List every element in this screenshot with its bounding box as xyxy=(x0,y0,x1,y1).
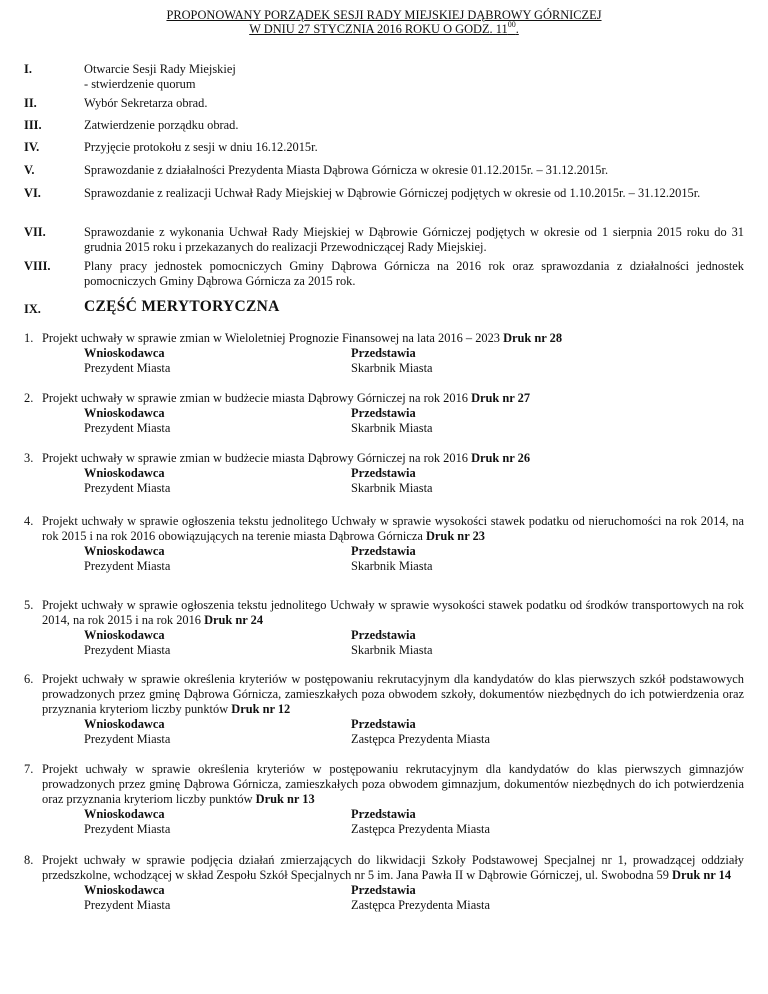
agenda-text: Wybór Sekretarza obrad. xyxy=(84,96,208,110)
agenda-text: Przyjęcie protokołu z sesji w dniu 16.12.2015r. xyxy=(84,140,318,154)
presenter-name: Zastępca Prezydenta Miasta xyxy=(351,732,490,746)
presenter-name: Skarbnik Miasta xyxy=(351,643,433,657)
applicant-name: Prezydent Miasta xyxy=(84,732,171,746)
applicant-name: Prezydent Miasta xyxy=(84,361,171,375)
wnioskodawca-label: Wnioskodawca xyxy=(84,883,165,897)
item-text: Projekt uchwały w sprawie zmian w budżecie miasta Dąbrowy Górniczej na rok 2016 xyxy=(42,451,472,465)
item-number: 6. xyxy=(24,672,34,686)
item-number: 4. xyxy=(24,514,34,528)
przedstawia-label: Przedstawia xyxy=(351,807,416,821)
agenda-text: Plany pracy jednostek pomocniczych Gminy Dąbrowa Górnicza na 2016 rok oraz sprawozdania z działalności jednostek pomocniczych Gminy Dąbrowa Górnicza za 2015 rok. xyxy=(84,259,744,288)
agenda-number: IV. xyxy=(24,140,40,154)
wnioskodawca-label: Wnioskodawca xyxy=(84,544,165,558)
item-text: Projekt uchwały w sprawie podjęcia działań zmierzających do likwidacji Szkoły Podstawowej Specjalnej nr 1, prowadzącej oddziały przedszkolne, wchodzącej w skład Zespołu Szkół Specjalnych nr 5 im. Jana Pawła II w Dąbrowie Górniczej, ul. Swobodna 59 xyxy=(42,853,744,882)
item-text: Projekt uchwały w sprawie zmian w Wieloletniej Prognozie Finansowej na lata 2016 – 2023 xyxy=(42,331,504,345)
agenda-number: VII. xyxy=(24,225,46,239)
agenda-text: Sprawozdanie z wykonania Uchwał Rady Miejskiej w Dąbrowie Górniczej podjętych w okresie od 1 sierpnia 2015 roku do 31 grudnia 2015 roku i przekazanych do realizacji Przewodniczącej Rady Miejskiej. xyxy=(84,225,744,254)
applicant-name: Prezydent Miasta xyxy=(84,822,171,836)
przedstawia-label: Przedstawia xyxy=(351,717,416,731)
presenter-name: Zastępca Prezydenta Miasta xyxy=(351,822,490,836)
applicant-name: Prezydent Miasta xyxy=(84,559,171,573)
presenter-name: Skarbnik Miasta xyxy=(351,421,433,435)
przedstawia-label: Przedstawia xyxy=(351,406,416,420)
wnioskodawca-label: Wnioskodawca xyxy=(84,466,165,480)
applicant-name: Prezydent Miasta xyxy=(84,643,171,657)
agenda-text: Otwarcie Sesji Rady Miejskiej xyxy=(84,62,236,76)
agenda-number: IX. xyxy=(24,302,41,316)
przedstawia-label: Przedstawia xyxy=(351,544,416,558)
wnioskodawca-label: Wnioskodawca xyxy=(84,346,165,360)
agenda-number: III. xyxy=(24,118,42,132)
item-number: 7. xyxy=(24,762,34,776)
presenter-name: Zastępca Prezydenta Miasta xyxy=(351,898,490,912)
item-number: 2. xyxy=(24,391,34,405)
item-text: Projekt uchwały w sprawie określenia kryteriów w postępowaniu rekrutacyjnym dla kandydatów do klas pierwszych szkół podstawowych prowadzonych przez gminę Dąbrowa Górnicza, zamieszkałych poza obwodem szkoły, dokumentów niezbędnych do ich potwierdzenia oraz przyznania kryteriom liczby punktów xyxy=(42,672,744,716)
agenda-number: II. xyxy=(24,96,37,110)
agenda-number: VI. xyxy=(24,186,41,200)
document-title xyxy=(0,8,768,36)
wnioskodawca-label: Wnioskodawca xyxy=(84,406,165,420)
druk-number: Druk nr 23 xyxy=(425,529,485,543)
applicant-name: Prezydent Miasta xyxy=(84,481,171,495)
item-text: Projekt uchwały w sprawie ogłoszenia tekstu jednolitego Uchwały w sprawie wysokości stawek podatku od środków transportowych na rok 2014, na rok 2015 i na rok 2016 xyxy=(42,598,744,627)
agenda-text: Sprawozdanie z realizacji Uchwał Rady Miejskiej w Dąbrowie Górniczej podjętych w okresie od 1.10.2015r. – 31.12.2015r. xyxy=(84,186,701,200)
druk-number: Druk nr 13 xyxy=(255,792,315,806)
item-text: Projekt uchwały w sprawie ogłoszenia tekstu jednolitego Uchwały w sprawie wysokości stawek podatku od nieruchomości na rok 2014, na rok 2015 i na rok 2016 obowiązujących na terenie miasta Dąbrowa Górnicza xyxy=(42,514,744,543)
przedstawia-label: Przedstawia xyxy=(351,466,416,480)
agenda-number: V. xyxy=(24,163,35,177)
agenda-number: VIII. xyxy=(24,259,51,273)
druk-number: Druk nr 26 xyxy=(471,451,531,465)
presenter-name: Skarbnik Miasta xyxy=(351,361,433,375)
item-text: Projekt uchwały w sprawie określenia kryteriów w postępowaniu rekrutacyjnym dla kandydatów do klas pierwszych gimnazjów prowadzonych przez gminę Dąbrowa Górnicza, zamieszkałych poza obwodem gimnazjum, dokumentów niezbędnych do ich potwierdzenia oraz przyznania kryteriom liczby punktów xyxy=(42,762,744,806)
przedstawia-label: Przedstawia xyxy=(351,628,416,642)
przedstawia-label: Przedstawia xyxy=(351,346,416,360)
przedstawia-label: Przedstawia xyxy=(351,883,416,897)
applicant-name: Prezydent Miasta xyxy=(84,898,171,912)
item-number: 5. xyxy=(24,598,34,612)
applicant-name: Prezydent Miasta xyxy=(84,421,171,435)
druk-number: Druk nr 24 xyxy=(204,613,264,627)
agenda-text: Zatwierdzenie porządku obrad. xyxy=(84,118,239,132)
title-line-1: PROPONOWANY PORZĄDEK SESJI RADY MIEJSKIEJ DĄBROWY GÓRNICZEJ xyxy=(166,8,602,22)
wnioskodawca-label: Wnioskodawca xyxy=(84,717,165,731)
druk-number: Druk nr 28 xyxy=(503,331,563,345)
agenda-number: I. xyxy=(24,62,32,76)
item-number: 8. xyxy=(24,853,34,867)
section-title: CZĘŚĆ MERYTORYCZNA xyxy=(84,298,280,315)
agenda-subtext: - stwierdzenie quorum xyxy=(84,77,196,91)
item-number: 1. xyxy=(24,331,34,345)
druk-number: Druk nr 14 xyxy=(672,868,732,882)
druk-number: Druk nr 12 xyxy=(231,702,291,716)
item-number: 3. xyxy=(24,451,34,465)
item-text: Projekt uchwały w sprawie zmian w budżecie miasta Dąbrowy Górniczej na rok 2016 xyxy=(42,391,472,405)
presenter-name: Skarbnik Miasta xyxy=(351,559,433,573)
agenda-text: Sprawozdanie z działalności Prezydenta Miasta Dąbrowa Górnicza w okresie 01.12.2015r. – 31.12.2015r. xyxy=(84,163,609,177)
wnioskodawca-label: Wnioskodawca xyxy=(84,807,165,821)
title-line-2: W DNIU 27 STYCZNIA 2016 ROKU O GODZ. $11^{00}$. xyxy=(249,19,519,36)
druk-number: Druk nr 27 xyxy=(471,391,531,405)
presenter-name: Skarbnik Miasta xyxy=(351,481,433,495)
wnioskodawca-label: Wnioskodawca xyxy=(84,628,165,642)
